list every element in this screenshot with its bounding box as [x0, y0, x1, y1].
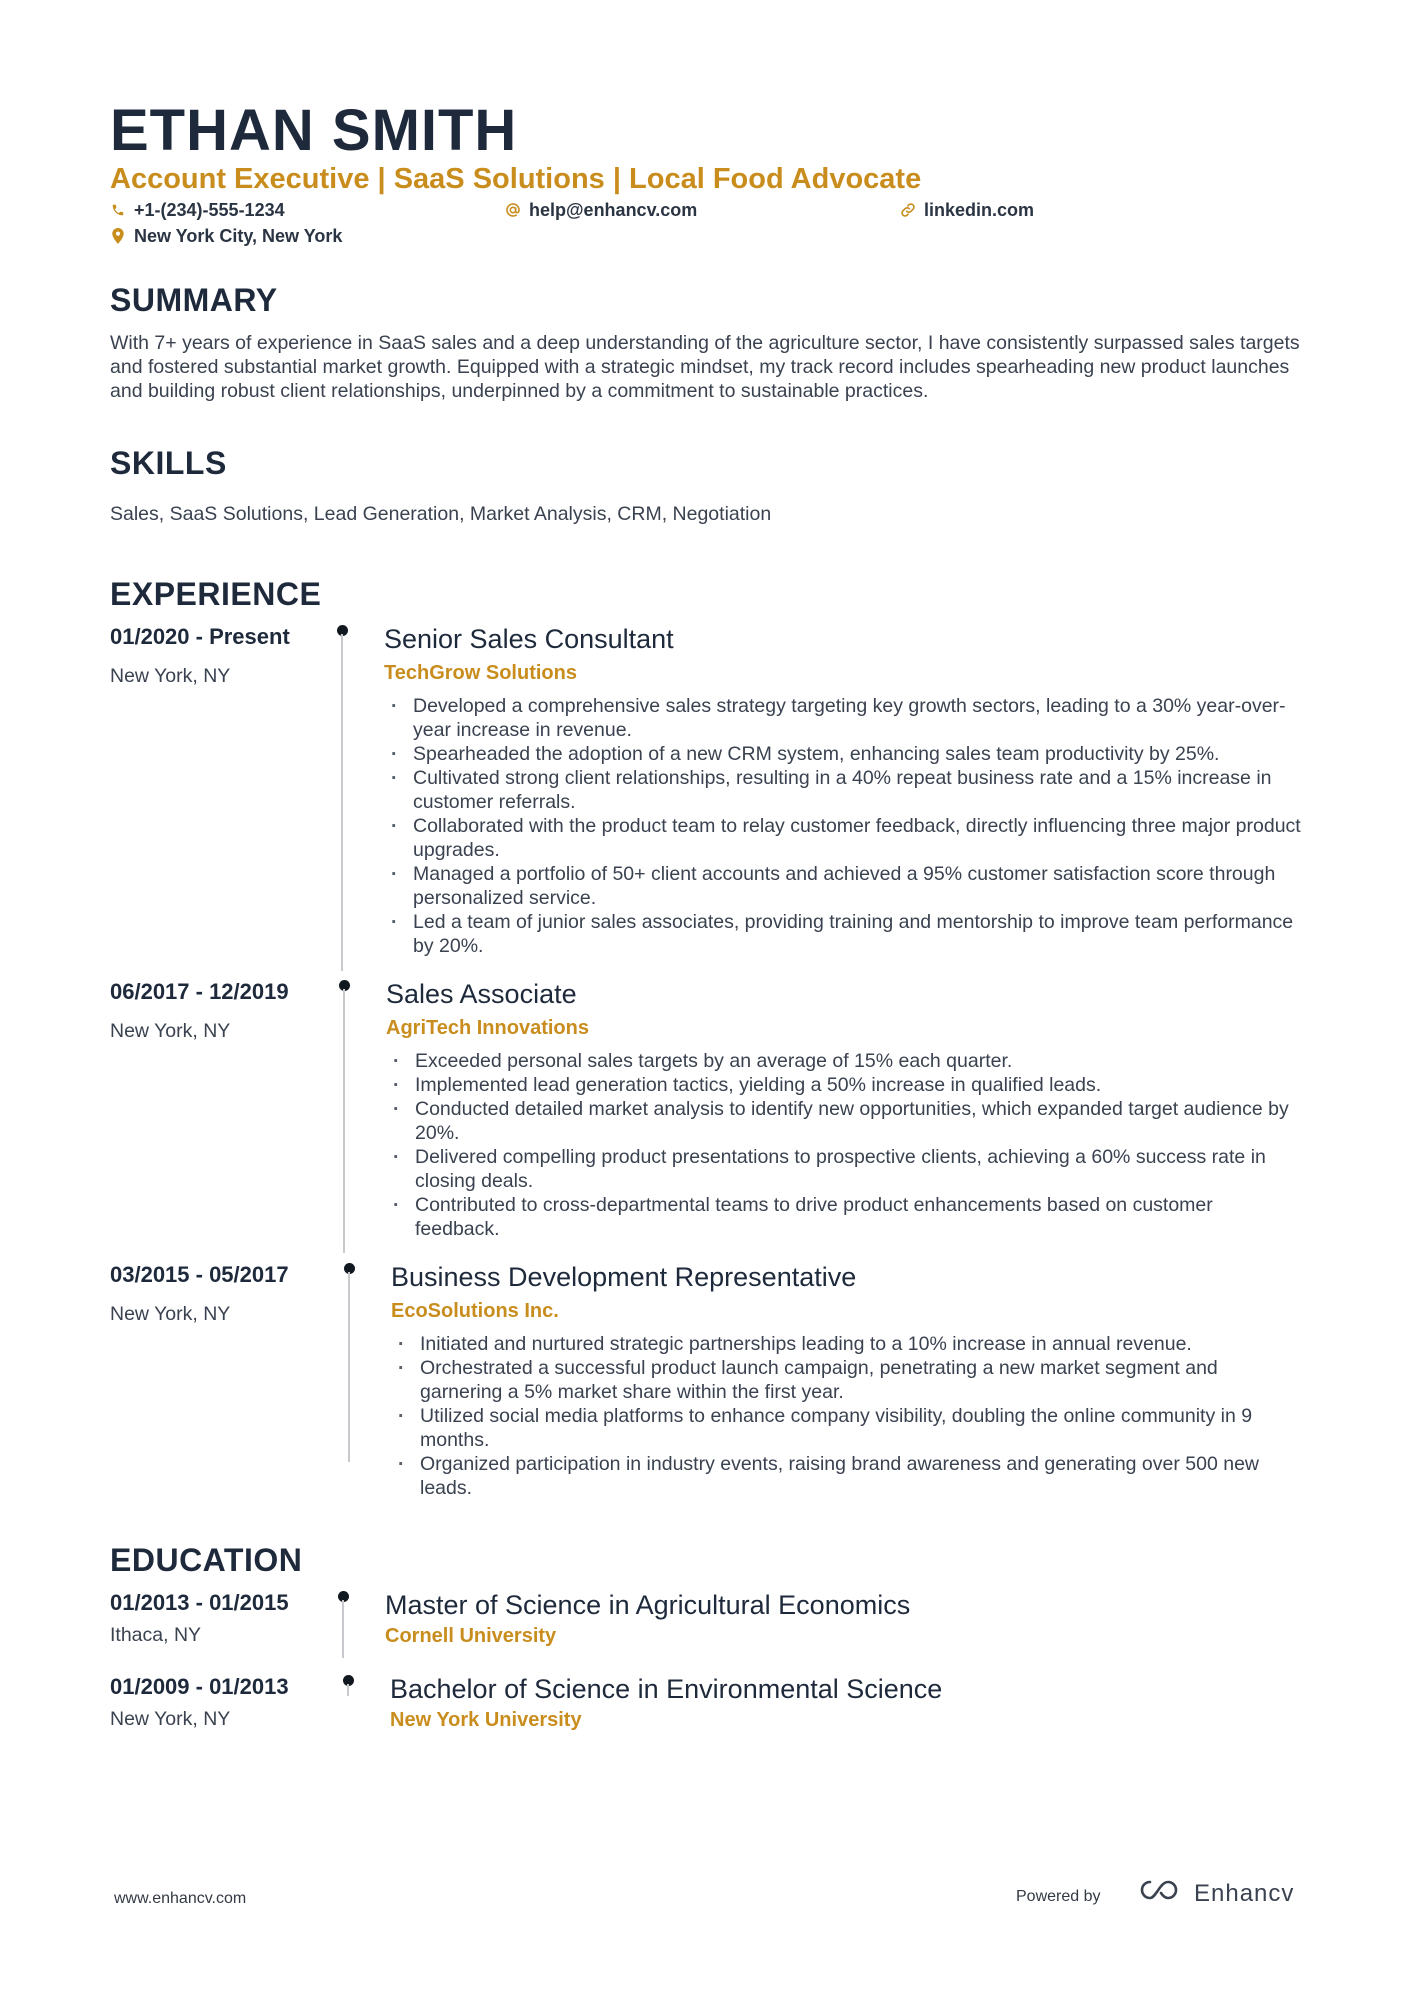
- bullet-item: · Conducted detailed market analysis to identify new opportunities, which expanded target audience by 20%.: [389, 1097, 1289, 1145]
- company-name: AgriTech Innovations: [386, 1017, 589, 1039]
- job-bullets: [389, 1049, 1289, 1241]
- contact-phone[interactable]: [110, 198, 285, 222]
- footer-url[interactable]: www.enhancv.com: [114, 1890, 247, 1907]
- candidate-tagline: Account Executive | SaaS Solutions | Local Food Advocate: [110, 163, 922, 195]
- phone-text: +1-(234)-555-1234: [134, 200, 285, 220]
- timeline-line: [342, 1600, 344, 1658]
- job-bullets: [394, 1332, 1304, 1500]
- school-name: Cornell University: [385, 1625, 557, 1647]
- bullet-item: · Delivered compelling product presentations to prospective clients, achieving a 60% success rate in closing deals.: [389, 1145, 1289, 1193]
- linkedin-text: linkedin.com: [924, 200, 1035, 220]
- bullet-item: · Contributed to cross-departmental teams to drive product enhancements based on customer feedback.: [389, 1193, 1289, 1241]
- school-name: New York University: [390, 1709, 582, 1731]
- job-location: New York, NY: [110, 1303, 231, 1325]
- edu-dates: 01/2009 - 01/2013: [110, 1674, 289, 1699]
- bullet-item: · Orchestrated a successful product launch campaign, penetrating a new market segment and garnering a 5% market share within the first year.: [394, 1356, 1304, 1404]
- job-location: New York, NY: [110, 1020, 231, 1042]
- contact-linkedin[interactable]: [900, 198, 1034, 222]
- infinity-logo-icon: [1138, 1878, 1184, 1909]
- location-text: New York City, New York: [134, 226, 343, 246]
- contact-location: [110, 224, 342, 248]
- education-heading: EDUCATION: [110, 1542, 303, 1578]
- phone-icon: [110, 203, 126, 217]
- bullet-item: · Spearheaded the adoption of a new CRM system, enhancing sales team productivity by 25%.: [387, 742, 1309, 766]
- bullet-item: · Led a team of junior sales associates, providing training and mentorship to improve team performance by 20%.: [387, 910, 1309, 958]
- bullet-item: · Implemented lead generation tactics, yielding a 50% increase in qualified leads.: [389, 1073, 1289, 1097]
- bullet-item: · Managed a portfolio of 50+ client accounts and achieved a 95% customer satisfaction score through personalized service.: [387, 862, 1309, 910]
- summary-text: With 7+ years of experience in SaaS sales and a deep understanding of the agriculture sector, I have consistently surpassed sales targets and fostered substantial market growth. Equipped with a strategic mindset, my track record includes spearheading new product launches and building robust client relationships, underpinned by a commitment to sustainable practices.: [110, 332, 1300, 402]
- job-dates: 01/2020 - Present: [110, 624, 290, 649]
- job-location: New York, NY: [110, 665, 231, 687]
- job-title: Business Development Representative: [391, 1262, 857, 1292]
- job-title: Sales Associate: [386, 979, 577, 1009]
- bullet-item: · Exceeded personal sales targets by an average of 15% each quarter.: [389, 1049, 1289, 1073]
- timeline-line: [348, 1272, 350, 1462]
- bullet-item: · Developed a comprehensive sales strategy targeting key growth sectors, leading to a 30% year-over-year increase in revenue.: [387, 694, 1309, 742]
- powered-by-label: Powered by: [1016, 1888, 1101, 1905]
- bullet-item: · Collaborated with the product team to relay customer feedback, directly influencing three major product upgrades.: [387, 814, 1309, 862]
- timeline-line: [341, 634, 343, 971]
- email-text: help@enhancv.com: [529, 200, 698, 220]
- company-name: EcoSolutions Inc.: [391, 1300, 559, 1322]
- timeline-line: [343, 989, 345, 1253]
- link-icon: [900, 202, 916, 218]
- at-icon: [505, 202, 521, 218]
- degree-title: Master of Science in Agricultural Economics: [385, 1590, 911, 1620]
- edu-dates: 01/2013 - 01/2015: [110, 1590, 289, 1615]
- timeline-line: [347, 1684, 349, 1696]
- job-title: Senior Sales Consultant: [384, 624, 674, 654]
- summary-heading: SUMMARY: [110, 282, 278, 318]
- location-pin-icon: [110, 228, 126, 244]
- bullet-item: · Organized participation in industry events, raising brand awareness and generating over 500 new leads.: [394, 1452, 1304, 1500]
- experience-heading: EXPERIENCE: [110, 576, 322, 612]
- company-name: TechGrow Solutions: [384, 662, 577, 684]
- bullet-item: · Cultivated strong client relationships, resulting in a 40% repeat business rate and a 15% increase in customer referrals.: [387, 766, 1309, 814]
- edu-location: Ithaca, NY: [110, 1624, 202, 1646]
- job-dates: 06/2017 - 12/2019: [110, 979, 289, 1004]
- brand-logo[interactable]: [1138, 1878, 1294, 1909]
- bullet-item: · Utilized social media platforms to enhance company visibility, doubling the online community in 9 months.: [394, 1404, 1304, 1452]
- job-bullets: [387, 694, 1309, 958]
- skills-text: Sales, SaaS Solutions, Lead Generation, Market Analysis, CRM, Negotiation: [110, 503, 772, 525]
- edu-location: New York, NY: [110, 1708, 231, 1730]
- contact-email[interactable]: [505, 198, 697, 222]
- candidate-name: ETHAN SMITH: [110, 98, 518, 163]
- degree-title: Bachelor of Science in Environmental Science: [390, 1674, 943, 1704]
- brand-name: Enhancv: [1194, 1879, 1295, 1907]
- bullet-item: · Initiated and nurtured strategic partnerships leading to a 10% increase in annual revenue.: [394, 1332, 1304, 1356]
- job-dates: 03/2015 - 05/2017: [110, 1262, 289, 1287]
- skills-heading: SKILLS: [110, 445, 227, 481]
